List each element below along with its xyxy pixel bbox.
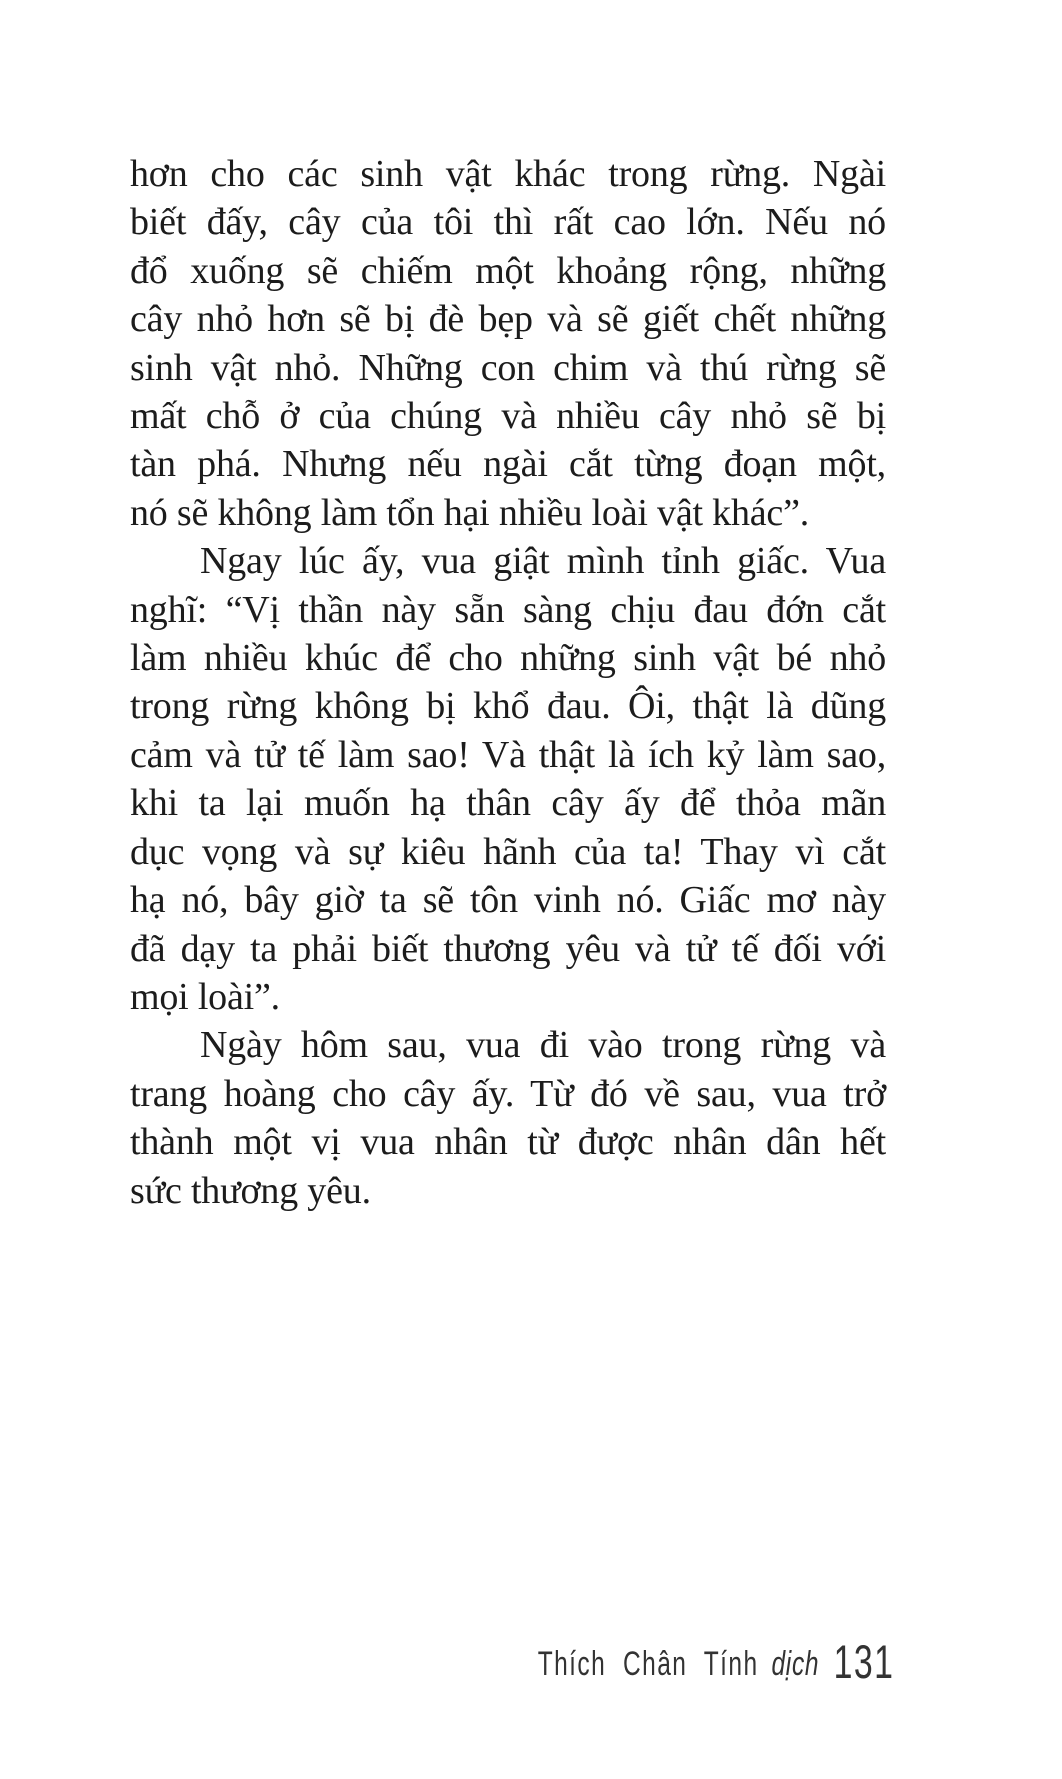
translator-name: Thích Chân Tính <box>537 1645 759 1683</box>
text-line: trang hoàng cho cây ấy. Từ đó về sau, vua trở <box>130 1072 886 1115</box>
text-line: đổ xuống sẽ chiếm một khoảng rộng, những <box>130 249 886 292</box>
text-line: sinh vật nhỏ. Những con chim và thú rừng sẽ <box>130 346 886 389</box>
text-line: mất chỗ ở của chúng và nhiều cây nhỏ sẽ bị <box>130 395 886 438</box>
page-number: 131 <box>833 1635 894 1688</box>
text-line: Ngay lúc ấy, vua giật mình tỉnh giấc. Vua <box>200 540 886 583</box>
text-line: hạ nó, bây giờ ta sẽ tôn vinh nó. Giấc mơ này <box>130 879 886 922</box>
text-line: làm nhiều khúc để cho những sinh vật bé nhỏ <box>130 637 886 680</box>
text-line: trong rừng không bị khổ đau. Ôi, thật là dũng <box>130 685 886 728</box>
translator-role: dịch <box>771 1645 819 1683</box>
text-line: cây nhỏ hơn sẽ bị đè bẹp và sẽ giết chết những <box>130 298 886 341</box>
text-line: mọi loài”. <box>130 975 280 1018</box>
page-footer <box>537 1634 894 1689</box>
text-line: thành một vị vua nhân từ được nhân dân hết <box>130 1121 886 1164</box>
text-line: nó sẽ không làm tổn hại nhiều loài vật khác”. <box>130 491 810 534</box>
text-line: cảm và tử tế làm sao! Và thật là ích kỷ làm sao, <box>130 733 886 776</box>
text-line: khi ta lại muốn hạ thân cây ấy để thỏa mãn <box>130 782 886 825</box>
text-line: đã dạy ta phải biết thương yêu và tử tế đối với <box>130 927 886 970</box>
text-line: hơn cho các sinh vật khác trong rừng. Ngài <box>130 153 886 195</box>
text-line: dục vọng và sự kiêu hãnh của ta! Thay vì cắt <box>130 830 886 873</box>
text-line: nghĩ: “Vị thần này sẵn sàng chịu đau đớn cắt <box>130 588 886 631</box>
text-line: tàn phá. Nhưng nếu ngài cắt từng đoạn một, <box>130 443 886 486</box>
text-line: Ngày hôm sau, vua đi vào trong rừng và <box>200 1024 886 1067</box>
body-text <box>130 150 886 1215</box>
text-line: sức thương yêu. <box>130 1169 371 1212</box>
text-line: biết đấy, cây của tôi thì rất cao lớn. Nếu nó <box>130 201 886 244</box>
